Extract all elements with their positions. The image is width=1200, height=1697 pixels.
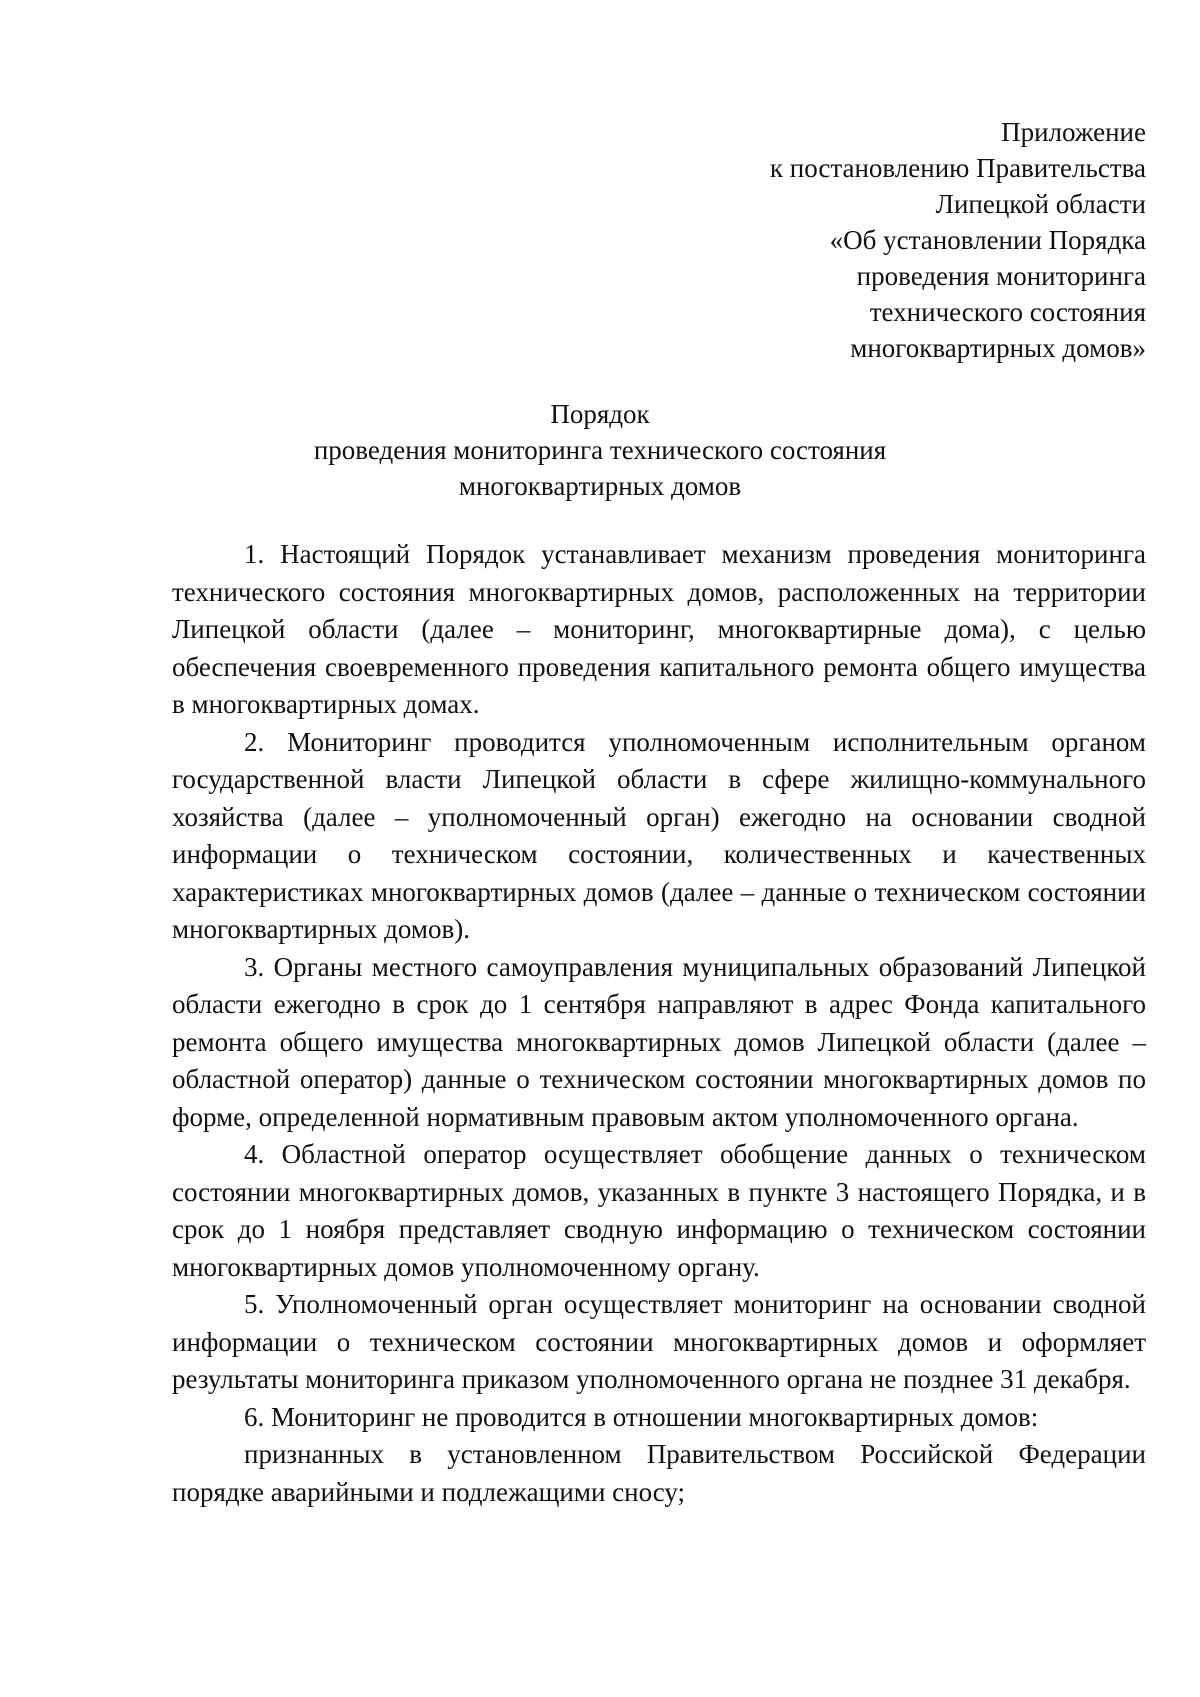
- annex-line: к постановлению Правительства: [769, 153, 1146, 183]
- document-title: [0, 396, 1200, 504]
- paragraph-3: 3. Органы местного самоуправления муниципальных образований Липецкой области ежегодно в срок до 1 сентября направляют в адрес Фонда капитального ремонта общего имущества многоквартирных домов Липецкой области (далее – областной оператор) данные о техническом состоянии многоквартирных домов по форме, определенной нормативным правовым актом уполномоченного органа.: [172, 951, 1146, 1132]
- paragraph-6: 6. Мониторинг не проводится в отношении многоквартирных домов:: [244, 1401, 1039, 1432]
- annex-line: технического состояния: [869, 297, 1146, 327]
- paragraph-2: 2. Мониторинг проводится уполномоченным исполнительным органом государственной власти Липецкой области в сфере жилищно-коммунального хозяйства (далее – уполномоченный орган) ежегодно на основании сводной информации о техническом состоянии, количественных и качественных характеристиках многоквартирных домов (далее – данные о техническом состоянии многоквартирных домов).: [172, 726, 1146, 944]
- annex-line: Липецкой области: [935, 189, 1146, 219]
- annex-header: [626, 114, 1146, 366]
- paragraph-1: 1. Настоящий Порядок устанавливает механизм проведения мониторинга технического состояния многоквартирных домов, расположенных на территории Липецкой области (далее – мониторинг, многоквартирные дома), с целью обеспечения своевременного проведения капитального ремонта общего имущества в многоквартирных домах.: [172, 539, 1146, 719]
- title-line-2: проведения мониторинга технического состояния: [313, 435, 887, 465]
- annex-line: проведения мониторинга: [856, 261, 1146, 291]
- paragraph-4: 4. Областной оператор осуществляет обобщение данных о техническом состоянии многоквартирных домов, указанных в пункте 3 настоящего Порядка, и в срок до 1 ноября представляет сводную информацию о техническом состоянии многоквартирных домов уполномоченному органу.: [172, 1139, 1146, 1282]
- document-body: [172, 536, 1146, 1511]
- annex-line: «Об установлении Порядка: [829, 225, 1146, 255]
- title-line-1: Порядок: [550, 399, 650, 429]
- paragraph-5: 5. Уполномоченный орган осуществляет мониторинг на основании сводной информации о техническом состоянии многоквартирных домов и оформляет результаты мониторинга приказом уполномоченного органа не позднее 31 декабря.: [172, 1289, 1146, 1394]
- annex-line: многоквартирных домов»: [850, 333, 1146, 363]
- title-line-3: многоквартирных домов: [458, 471, 742, 501]
- annex-line: Приложение: [1001, 117, 1146, 147]
- paragraph-6-item: признанных в установленном Правительством Российской Федерации порядке аварийными и подлежащими сносу;: [172, 1439, 1146, 1507]
